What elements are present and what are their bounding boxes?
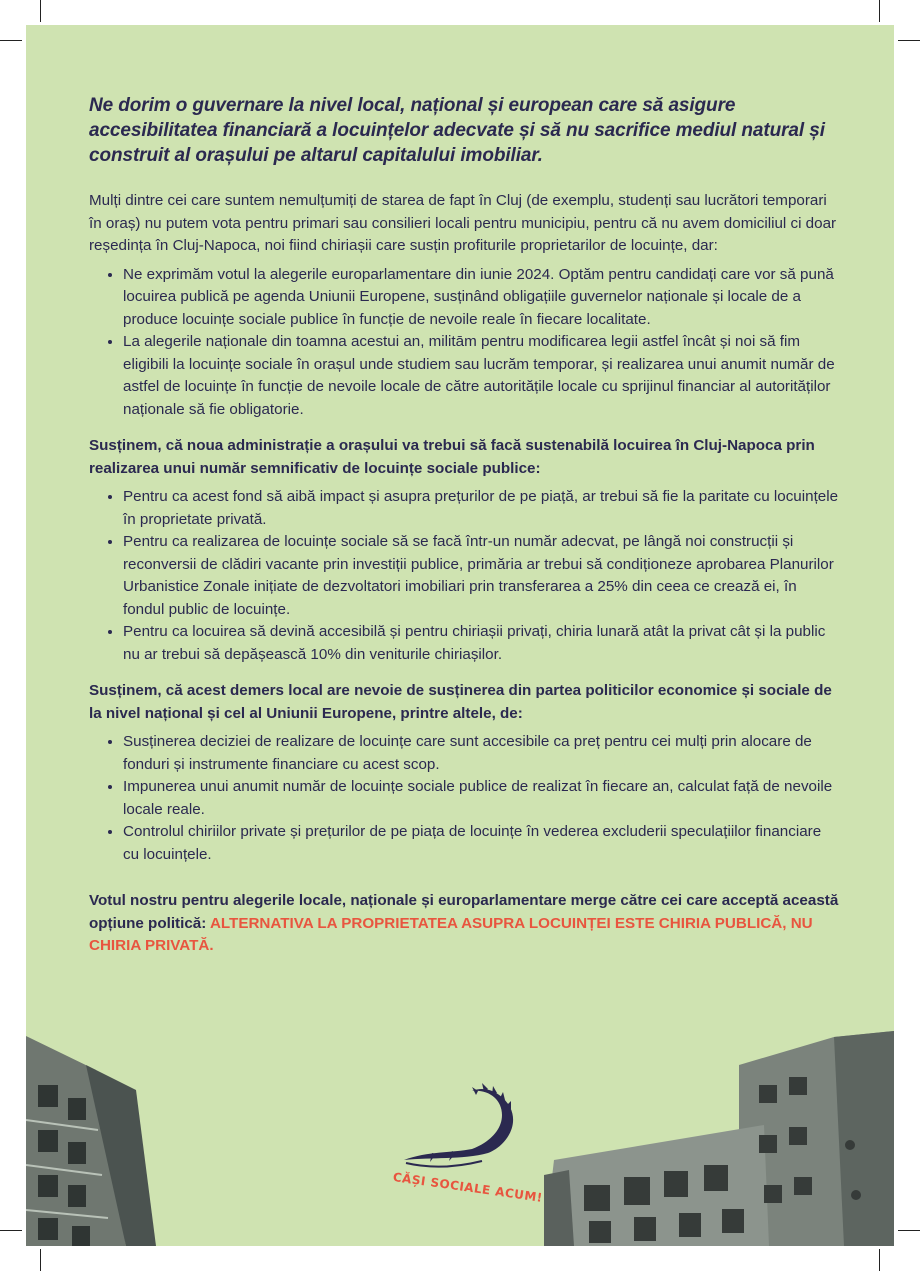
list-votes bbox=[89, 264, 841, 422]
crop-mark bbox=[898, 1230, 920, 1231]
flyer-page bbox=[26, 25, 894, 1246]
crop-mark bbox=[879, 0, 880, 22]
crop-mark bbox=[898, 40, 920, 41]
crop-mark bbox=[879, 1249, 880, 1271]
heading-national-eu-support: Susținem, că acest demers local are nevoie de susținerea din partea politicilor economice și sociale de la nivel național și cel al Uniunii Europene, printre altele, de: bbox=[89, 682, 832, 722]
closing-highlight: ALTERNATIVA LA PROPRIETATEA ASUPRA LOCUINȚEI ESTE CHIRIA PUBLICĂ, NU CHIRIA PRIVATĂ. bbox=[89, 914, 813, 954]
closing-lead: Votul nostru pentru alegerile locale, naționale și europarlamentare merge către cei care acceptă această opțiune politică: bbox=[89, 892, 839, 932]
list-item: • Pentru ca realizarea de locuințe sociale să se facă într-un număr adecvat, pe lângă noi construcții și reconversii de clădiri vacante prin investiții publice, primăria ar trebui să condiționeze aprobarea Planurilor Urbanistice Zonale inițiate de dezvoltatori imobiliari prin transferarea a 25% din ceea ce crează ei, în fondul public de locuințe. bbox=[123, 531, 841, 621]
list-item: • La alegerile naționale din toamna acestui an, militām pentru modificarea legii astfel încât și noi să fim eligibili la locuințe sociale în orașul unde studiem sau lucrăm temporar, și realizarea unui anumit număr de astfel de locuințe în funcție de nevoile locale de către autoritățile locale cu sprijinul financiar al autorităților naționale să fie obligatorie. bbox=[123, 331, 841, 421]
list-item: • Ne exprimăm votul la alegerile europarlamentare din iunie 2024. Optăm pentru candidați care vor să pună locuirea publică pe agenda Uniunii Europene, susținând obligațiile guvernelor naționale și locale de a produce locuințe sociale publice în funcție de nevoile reale în fiecare localitate. bbox=[123, 264, 841, 332]
crop-mark bbox=[0, 40, 22, 41]
heading-local-administration: Susținem, că noua administrație a orașului va trebui să facă sustenabilă locuirea în Cluj-Napoca prin realizarea unui număr semnificativ de locuințe sociale publice: bbox=[89, 437, 815, 477]
flyer-content bbox=[89, 93, 841, 958]
list-item: • Pentru ca acest fond să aibă impact și asupra prețurilor de pe piață, ar trebui să fie la paritate cu locuințele în proprietate privată. bbox=[123, 486, 841, 531]
list-local-measures bbox=[89, 486, 841, 666]
list-item: • Impunerea unui anumit număr de locuințe sociale publice de realizat în fiecare an, calculat față de nevoile locale reale. bbox=[123, 776, 841, 821]
list-item: • Controlul chiriilor private și prețurilor de pe piața de locuințe în vederea excluderii speculațiilor financiare cu locuințele. bbox=[123, 821, 841, 866]
logo-text: CĂȘI SOCIALE ACUM! bbox=[392, 1170, 544, 1205]
crop-mark bbox=[40, 1249, 41, 1271]
left-apartment-building bbox=[26, 1030, 156, 1246]
list-national-measures bbox=[89, 731, 841, 866]
paragraph-residency: Mulți dintre cei care suntem nemulțumiți de starea de fapt în Cluj (de exemplu, studenți sau lucrători temporari în oraș) nu putem vota pentru primari sau consilieri locali pentru municipiu, pentru că nu avem domiciliul ci doar reședința în Cluj-Napoca, noi fiind chiriașii care susțin profiturile proprietarilor de locuințe, dar: bbox=[89, 192, 837, 254]
closing-statement bbox=[89, 890, 841, 958]
list-item: • Pentru ca locuirea să devină accesibilă și pentru chiriașii privați, chiria lunară atât la privat cât și la public nu ar trebui să depășească 10% din veniturile chiriașilor. bbox=[123, 621, 841, 666]
list-item: • Susținerea deciziei de realizare de locuințe care sunt accesibile ca preț pentru cei mulți prin alocare de fonduri și instrumente financiare cu acest scop. bbox=[123, 731, 841, 776]
crop-mark bbox=[40, 0, 41, 22]
crop-mark bbox=[0, 1230, 22, 1231]
right-apartment-building bbox=[544, 1025, 894, 1246]
intro-statement: Ne dorim o guvernare la nivel local, național și european care să asigure accesibilitatea financiară a locuințelor adecvate și să nu sacrifice mediul natural și construit al orașului pe altarul capitalului imobiliar. bbox=[89, 95, 825, 166]
